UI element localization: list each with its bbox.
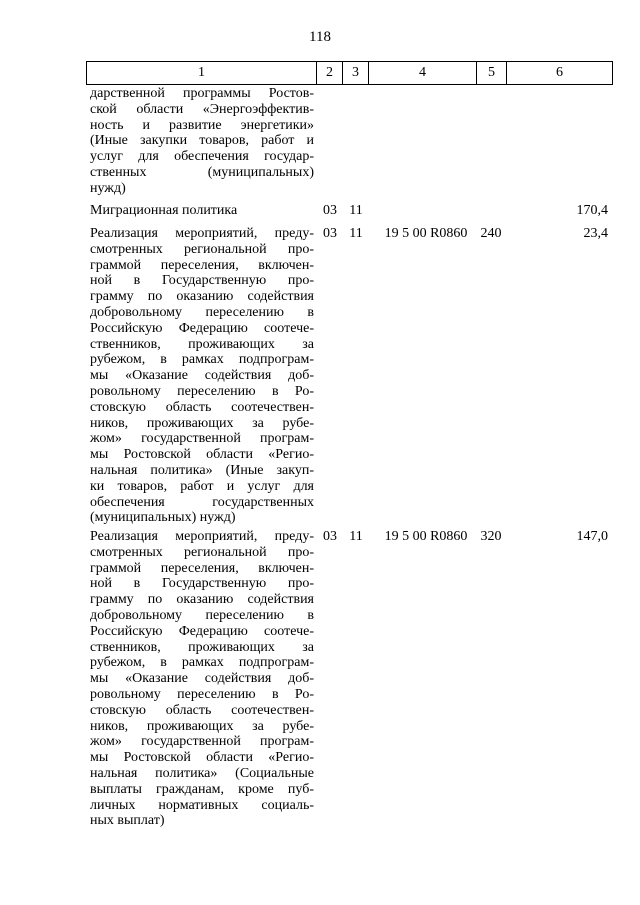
description-line: ных выплат): [90, 813, 165, 829]
description-line: мы Ростовской области «Регио-: [90, 447, 314, 463]
description-line: мы «Оказание содействия доб-: [90, 671, 314, 687]
description-line: смотренных региональной про-: [90, 544, 314, 560]
header-row: [87, 62, 613, 85]
row-description: [90, 86, 314, 197]
column-header-4: 4: [369, 62, 477, 85]
section-code: 03: [323, 529, 337, 544]
page-number: 118: [309, 29, 331, 45]
description-line: ственников, проживающих за: [90, 639, 314, 655]
description-line: Реализация мероприятий, преду-: [90, 529, 314, 544]
column-header-6: 6: [507, 62, 613, 85]
column-header-3: 3: [343, 62, 369, 85]
description-line: ской области «Энергоэффектив-: [90, 101, 314, 117]
description-line: ной в Государственную про-: [90, 273, 314, 289]
description-line: ников, проживающих за рубе-: [90, 718, 314, 734]
description-line: жом» государственной програм-: [90, 734, 314, 750]
description-line: ки товаров, работ и услуг для: [90, 478, 314, 494]
description-line: жом» государственной програм-: [90, 431, 314, 447]
description-line: Российскую Федерацию соотече-: [90, 623, 314, 639]
description-line: Российскую Федерацию соотече-: [90, 320, 314, 336]
description-line: ников, проживающих за рубе-: [90, 415, 314, 431]
description-line: ность и развитие энергетики»: [90, 117, 314, 133]
description-line: ровольному переселению в Ро-: [90, 686, 314, 702]
description-line: нальная политика» (Социальные: [90, 765, 314, 781]
column-number-header: [86, 61, 613, 85]
amount: 23,4: [583, 226, 608, 241]
description-line: смотренных региональной про-: [90, 241, 314, 257]
expense-type: 320: [480, 529, 502, 544]
description-line: добровольному переселению в: [90, 607, 314, 623]
description-line: Реализация мероприятий, преду-: [90, 226, 314, 241]
description-line: мы Ростовской области «Регио-: [90, 750, 314, 766]
subsection-code: 11: [349, 226, 363, 241]
description-line: граммой переселения, включен-: [90, 257, 314, 273]
description-line: ственных (муниципальных): [90, 164, 314, 180]
row-description: [90, 203, 314, 219]
expense-type: 240: [480, 226, 502, 241]
column-header-1: 1: [87, 62, 317, 85]
description-line: добровольному переселению в: [90, 304, 314, 320]
description-line: Миграционная политика: [90, 203, 238, 218]
description-line: стовскую область соотечествен-: [90, 399, 314, 415]
description-line: услуг для обеспечения государ-: [90, 149, 314, 165]
description-line: выплаты гражданам, кроме пуб-: [90, 781, 314, 797]
description-line: нужд): [90, 180, 126, 196]
description-line: грамму по оказанию содействия: [90, 592, 314, 608]
description-line: (муниципальных) нужд): [90, 510, 236, 526]
description-line: граммой переселения, включен-: [90, 560, 314, 576]
description-line: обеспечения государственных: [90, 494, 314, 510]
column-header-5: 5: [477, 62, 507, 85]
description-line: рубежом, в рамках подпрограм-: [90, 352, 314, 368]
row-description: [90, 226, 314, 526]
description-line: грамму по оказанию содействия: [90, 289, 314, 305]
section-code: 03: [323, 203, 337, 218]
amount: 147,0: [576, 529, 608, 544]
subsection-code: 11: [349, 529, 363, 544]
description-line: ственников, проживающих за: [90, 336, 314, 352]
target-article: 19 5 00 R0860: [384, 529, 468, 544]
row-description: [90, 529, 314, 829]
description-line: личных нормативных социаль-: [90, 797, 314, 813]
description-line: стовскую область соотечествен-: [90, 702, 314, 718]
description-line: ной в Государственную про-: [90, 576, 314, 592]
column-header-2: 2: [317, 62, 343, 85]
description-line: мы «Оказание содействия доб-: [90, 368, 314, 384]
subsection-code: 11: [349, 203, 363, 218]
description-line: (Иные закупки товаров, работ и: [90, 133, 314, 149]
target-article: 19 5 00 R0860: [384, 226, 468, 241]
description-line: рубежом, в рамках подпрограм-: [90, 655, 314, 671]
section-code: 03: [323, 226, 337, 241]
description-line: ровольному переселению в Ро-: [90, 383, 314, 399]
description-line: нальная политика» (Иные закуп-: [90, 462, 314, 478]
description-line: дарственной программы Ростов-: [90, 86, 314, 101]
amount: 170,4: [576, 203, 608, 218]
